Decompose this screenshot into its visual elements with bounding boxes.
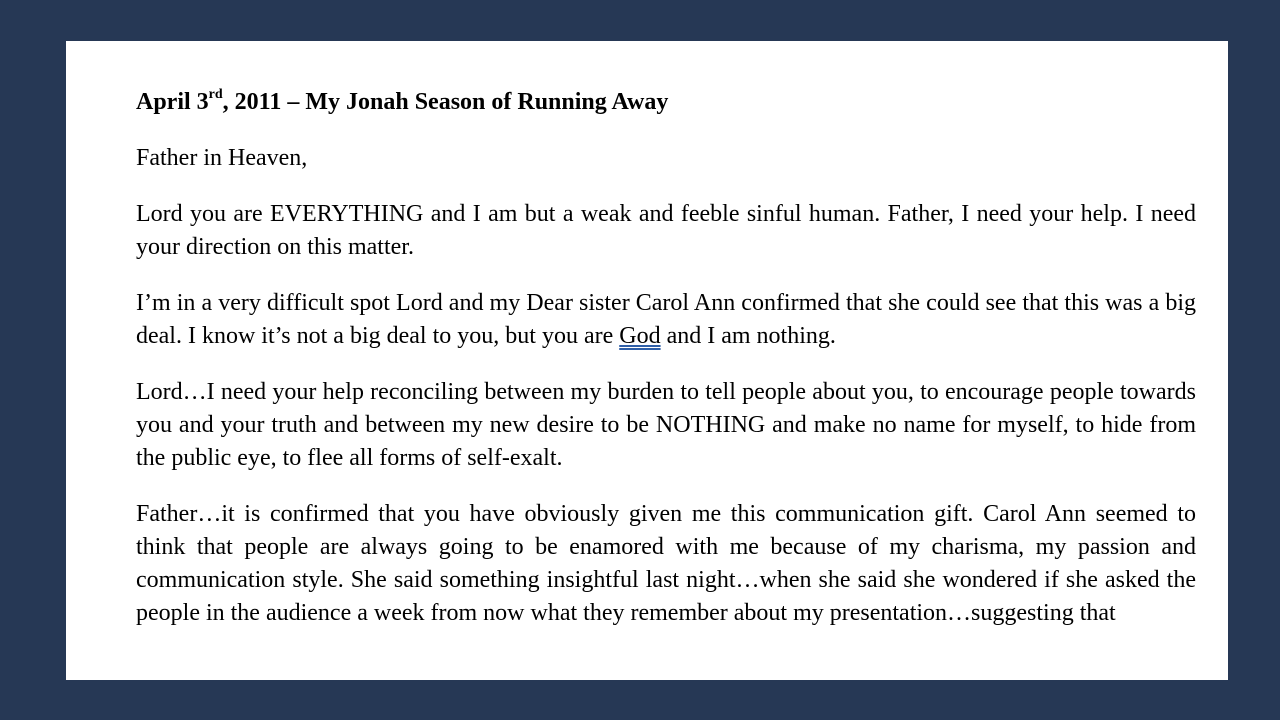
- underlined-word-god: God: [619, 323, 661, 349]
- document-title: [136, 85, 1196, 119]
- paragraph-2-text-a: I’m in a very difficult spot Lord and my Dear sister Carol Ann confirmed that she could see that this was a big deal. I know it’s not a big deal to you, but you are: [136, 290, 1196, 349]
- title-text: , 2011 – My Jonah Season of Running Away: [222, 89, 669, 115]
- salutation: Father in Heaven,: [136, 145, 308, 171]
- document-page: [66, 41, 1228, 680]
- paragraph-3: Lord…I need your help reconciling between my burden to tell people about you, to encourage people towards you and your truth and between my new desire to be NOTHING and make no name for myself, to hide from the public eye, to flee all forms of self-exalt.: [136, 379, 1196, 471]
- document-body: [136, 85, 1196, 653]
- paragraph-4: Father…it is confirmed that you have obviously given me this communication gift. Carol Ann seemed to think that people are always going to be enamored with me because of my charisma, my passion and communication style. She said something insightful last night…when she said she wondered if she asked the people in the audience a week from now what they remember about my presentation…suggesting that: [136, 501, 1196, 626]
- title-date: April 3: [136, 89, 209, 115]
- paragraph-1: Lord you are EVERYTHING and I am but a weak and feeble sinful human. Father, I need your help. I need your direction on this matter.: [136, 201, 1196, 260]
- paragraph-2: [136, 287, 1196, 353]
- paragraph-2-text-b: and I am nothing.: [660, 323, 836, 349]
- title-date-suffix: rd: [208, 87, 223, 102]
